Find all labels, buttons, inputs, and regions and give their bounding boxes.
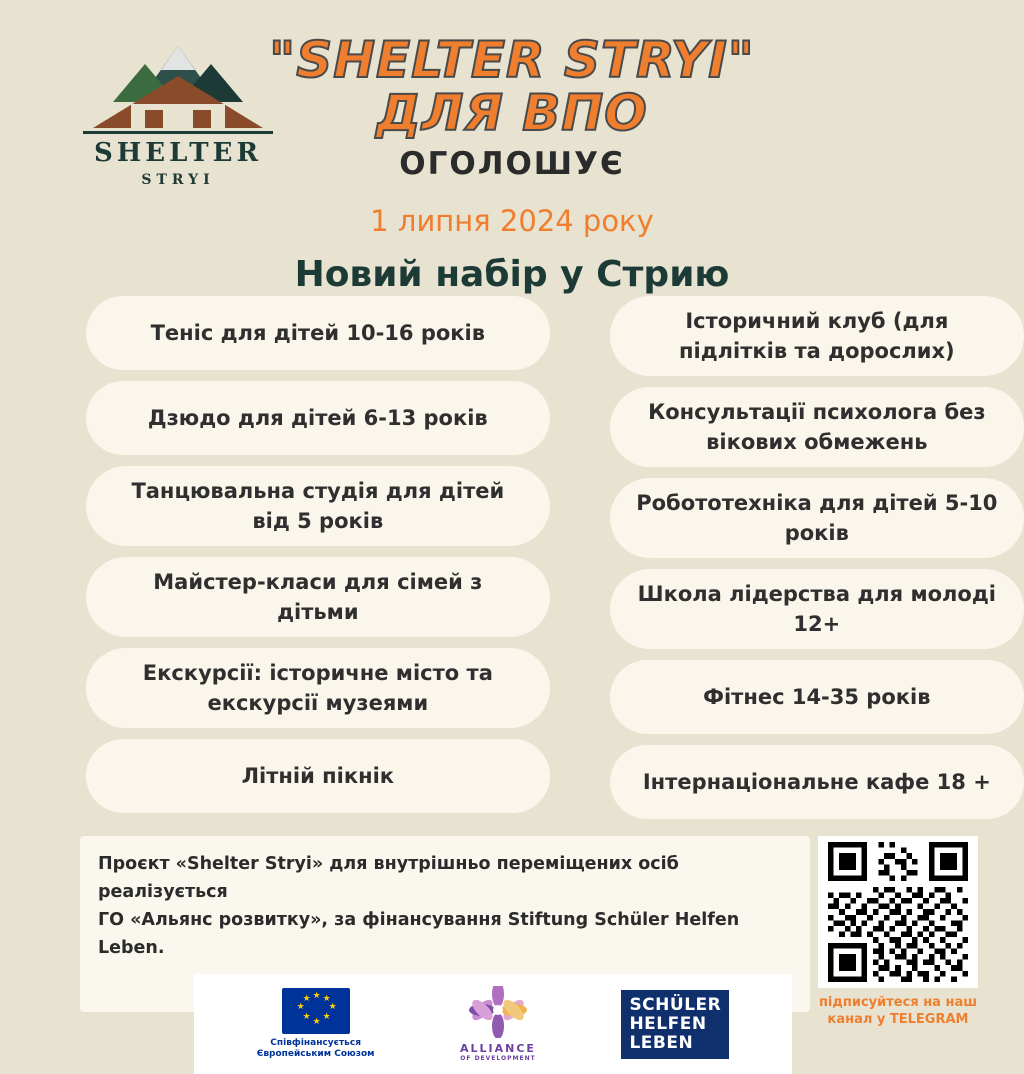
eu-caption xyxy=(257,1038,375,1060)
list-item: Фітнес 14-35 років xyxy=(610,660,1024,734)
qr-caption xyxy=(818,994,978,1028)
date-label: 1 липня 2024 року xyxy=(370,204,654,238)
program-column-right xyxy=(610,296,1024,830)
shl-line1: SCHÜLER xyxy=(629,994,722,1015)
program-column-left xyxy=(86,296,550,830)
qr-caption-line1: підписуйтеся на наш xyxy=(818,995,978,1010)
qr-code[interactable] xyxy=(818,836,978,988)
announce-label: ОГОЛОШУЄ xyxy=(399,146,625,182)
flower-icon xyxy=(467,986,529,1038)
eu-caption-line2: Європейським Союзом xyxy=(256,1049,375,1059)
list-item: Екскурсії: історичне місто та екскурсії музеями xyxy=(86,648,550,728)
eu-logo xyxy=(257,988,375,1060)
schueler-helfen-leben-logo xyxy=(621,990,729,1059)
poster-title-line1: "SHELTER STRYI" xyxy=(269,31,755,89)
list-item: Школа лідерства для молоді 12+ xyxy=(610,569,1024,649)
logo-subname: STRYI xyxy=(141,172,215,188)
list-item: Теніс для дітей 10-16 років xyxy=(86,296,550,370)
shl-line3: LEBEN xyxy=(629,1032,694,1053)
footer-panel xyxy=(80,836,810,1062)
donor-logos xyxy=(194,974,792,1074)
qr-caption-line2: канал у TELEGRAM xyxy=(827,1012,969,1027)
footer-text-line1: Проєкт «Shelter Stryi» для внутрішньо переміщених осіб реалізується xyxy=(98,854,679,902)
eu-caption-line1: Співфінансується xyxy=(270,1038,361,1048)
shl-line2: HELFEN xyxy=(629,1013,707,1034)
list-item: Інтернаціональне кафе 18 + xyxy=(610,745,1024,819)
alliance-subtitle: OF DEVELOPMENT xyxy=(460,1055,536,1062)
poster-title-line2: ДЛЯ ВПО xyxy=(376,84,648,142)
alliance-name: ALLIANCE xyxy=(460,1042,536,1055)
qr-code-icon xyxy=(824,842,972,982)
header-block xyxy=(0,31,1024,295)
logo-name: SHELTER xyxy=(93,138,263,168)
list-item: Майстер-класи для сімей з дітьми xyxy=(86,557,550,637)
footer-text-line2: ГО «Альянс розвитку», за фінансування Stiftung Schüler Helfen Leben. xyxy=(98,910,740,958)
list-item: Танцювальна студія для дітей від 5 років xyxy=(86,466,550,546)
alliance-logo xyxy=(460,986,536,1062)
list-item: Історичний клуб (для підлітків та дорослих) xyxy=(610,296,1024,376)
eu-flag-icon: ★ ★ ★ ★ ★ ★ ★ ★ xyxy=(282,988,350,1034)
list-item: Дзюдо для дітей 6-13 років xyxy=(86,381,550,455)
program-list xyxy=(0,296,1024,830)
subtitle-label: Новий набір у Стрию xyxy=(294,254,730,295)
list-item: Літній пікнік xyxy=(86,739,550,813)
list-item: Робототехніка для дітей 5-10 років xyxy=(610,478,1024,558)
list-item: Консультації психолога без вікових обмежень xyxy=(610,387,1024,467)
telegram-qr-block xyxy=(818,836,978,1028)
